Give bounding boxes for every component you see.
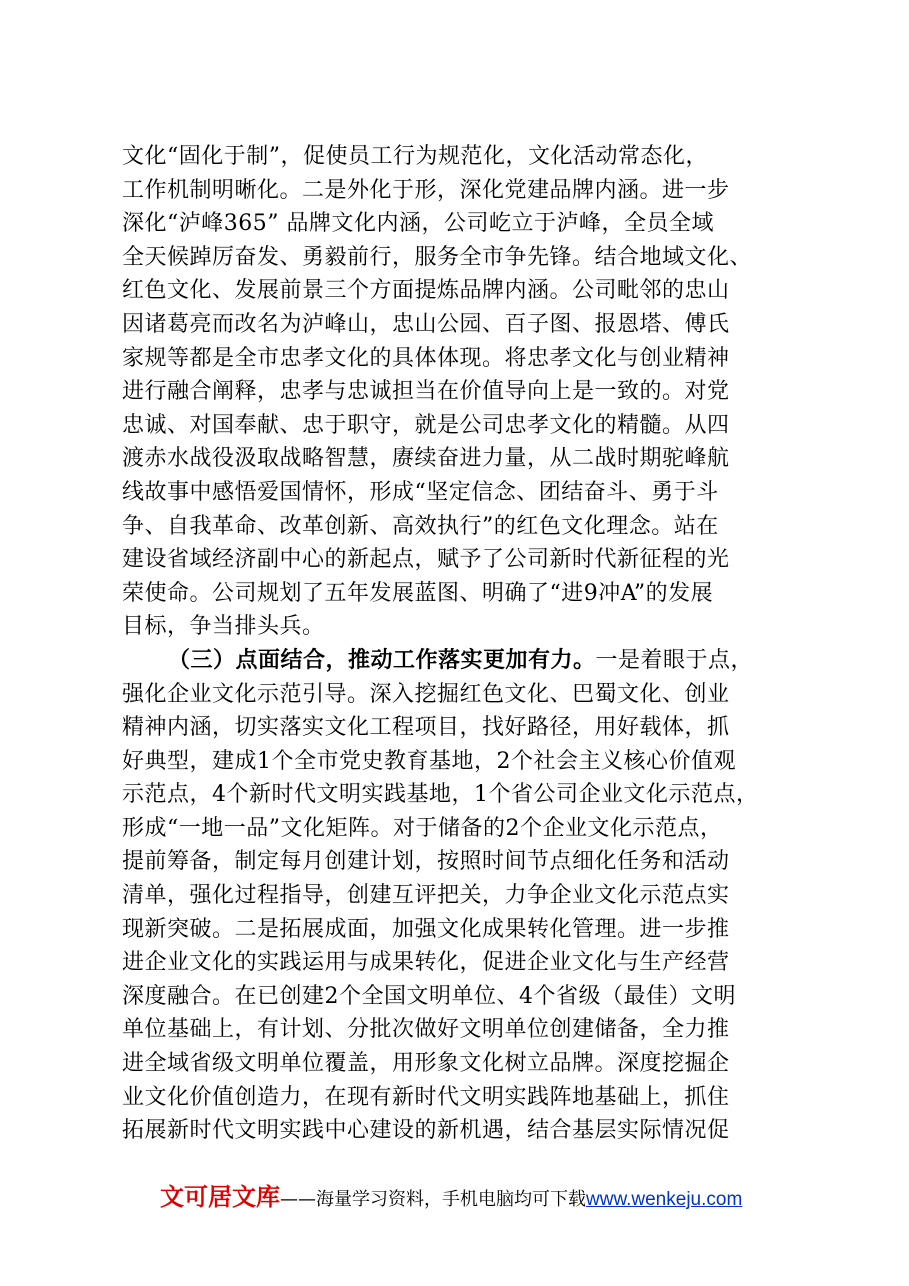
- body-line-12: 争、自我革命、改革创新、高效执行”的红色文化理念。站在: [122, 513, 719, 539]
- document-body: [122, 140, 812, 1148]
- body-line-7: 家规等都是全市忠孝文化的具体体现。将忠孝文化与创业精神: [122, 345, 730, 371]
- body-line-29: 业文化价值创造力，在现有新时代文明实践阵地基础上，抓住: [122, 1084, 730, 1110]
- footer-website-link[interactable]: www.wenkeju.com: [586, 1189, 743, 1210]
- body-line-23: 清单，强化过程指导，创建互评把关，力争企业文化示范点实: [122, 883, 730, 909]
- body-line-22: 提前筹备，制定每月创建计划，按照时间节点细化任务和活动: [122, 849, 730, 875]
- body-line-13: 建设省域经济副中心的新起点，赋予了公司新时代新征程的光: [122, 547, 730, 573]
- body-line-25: 进企业文化的实践运用与成果转化，促进企业文化与生产经营: [122, 950, 730, 976]
- footer-brand: 文可居文库: [160, 1183, 280, 1211]
- body-line-30: 拓展新时代文明实践中心建设的新机遇，结合基层实际情况促: [122, 1118, 730, 1144]
- body-line-20: 示范点，4个新时代文明实践基地，1个省公司企业文化示范点，: [122, 782, 759, 808]
- body-line-26: 深度融合。在已创建2个全国文明单位、4个省级（最佳）文明: [122, 983, 736, 1009]
- body-line-27: 单位基础上，有计划、分批次做好文明单位创建储备，全力推: [122, 1017, 730, 1043]
- body-line-18: 精神内涵，切实落实文化工程项目，找好路径，用好载体，抓: [122, 715, 730, 741]
- body-line-2: 工作机制明晰化。二是外化于形，深化党建品牌内涵。进一步: [122, 177, 730, 203]
- section-heading-line: [122, 644, 812, 678]
- section-heading-continuation: 一是着眼于点，: [595, 647, 754, 673]
- body-line-6: 因诸葛亮而改名为泸峰山，忠山公园、百子图、报恩塔、傅氏: [122, 311, 730, 337]
- footer-slogan: ——海量学习资料，手机电脑均可下载: [280, 1189, 586, 1210]
- body-line-11: 线故事中感悟爱国情怀，形成“坚定信念、团结奋斗、勇于斗: [122, 479, 719, 505]
- body-line-14: 荣使命。公司规划了五年发展蓝图、明确了“进9冲A”的发展: [122, 580, 714, 606]
- footer-banner: [160, 1180, 742, 1214]
- body-line-17: 强化企业文化示范引导。深入挖掘红色文化、巴蜀文化、创业: [122, 681, 730, 707]
- section-heading: （三）点面结合，推动工作落实更加有力。: [168, 646, 596, 673]
- body-line-3: 深化“泸峰365” 品牌文化内涵，公司屹立于泸峰，全员全域: [122, 211, 714, 237]
- body-line-19: 好典型，建成1个全市党史教育基地，2个社会主义核心价值观: [122, 748, 736, 774]
- body-line-4: 全天候踔厉奋发、勇毅前行，服务全市争先锋。结合地域文化、: [122, 244, 753, 270]
- body-line-5: 红色文化、发展前景三个方面提炼品牌内涵。公司毗邻的忠山: [122, 278, 730, 304]
- body-line-8: 进行融合阐释，忠孝与忠诚担当在价值导向上是一致的。对党: [122, 379, 730, 405]
- body-line-24: 现新突破。二是拓展成面，加强文化成果转化管理。进一步推: [122, 916, 730, 942]
- body-line-1: 文化“固化于制”，促使员工行为规范化，文化活动常态化，: [122, 144, 708, 169]
- body-line-15: 目标，争当排头兵。: [122, 614, 325, 640]
- body-line-10: 渡赤水战役汲取战略智慧，赓续奋进力量，从二战时期驼峰航: [122, 446, 730, 472]
- body-line-21: 形成“一地一品”文化矩阵。对于储备的2个企业文化示范点，: [122, 815, 723, 841]
- body-line-28: 进全域省级文明单位覆盖，用形象文化树立品牌。深度挖掘企: [122, 1051, 730, 1077]
- body-line-9: 忠诚、对国奉献、忠于职守，就是公司忠孝文化的精髓。从四: [122, 412, 730, 438]
